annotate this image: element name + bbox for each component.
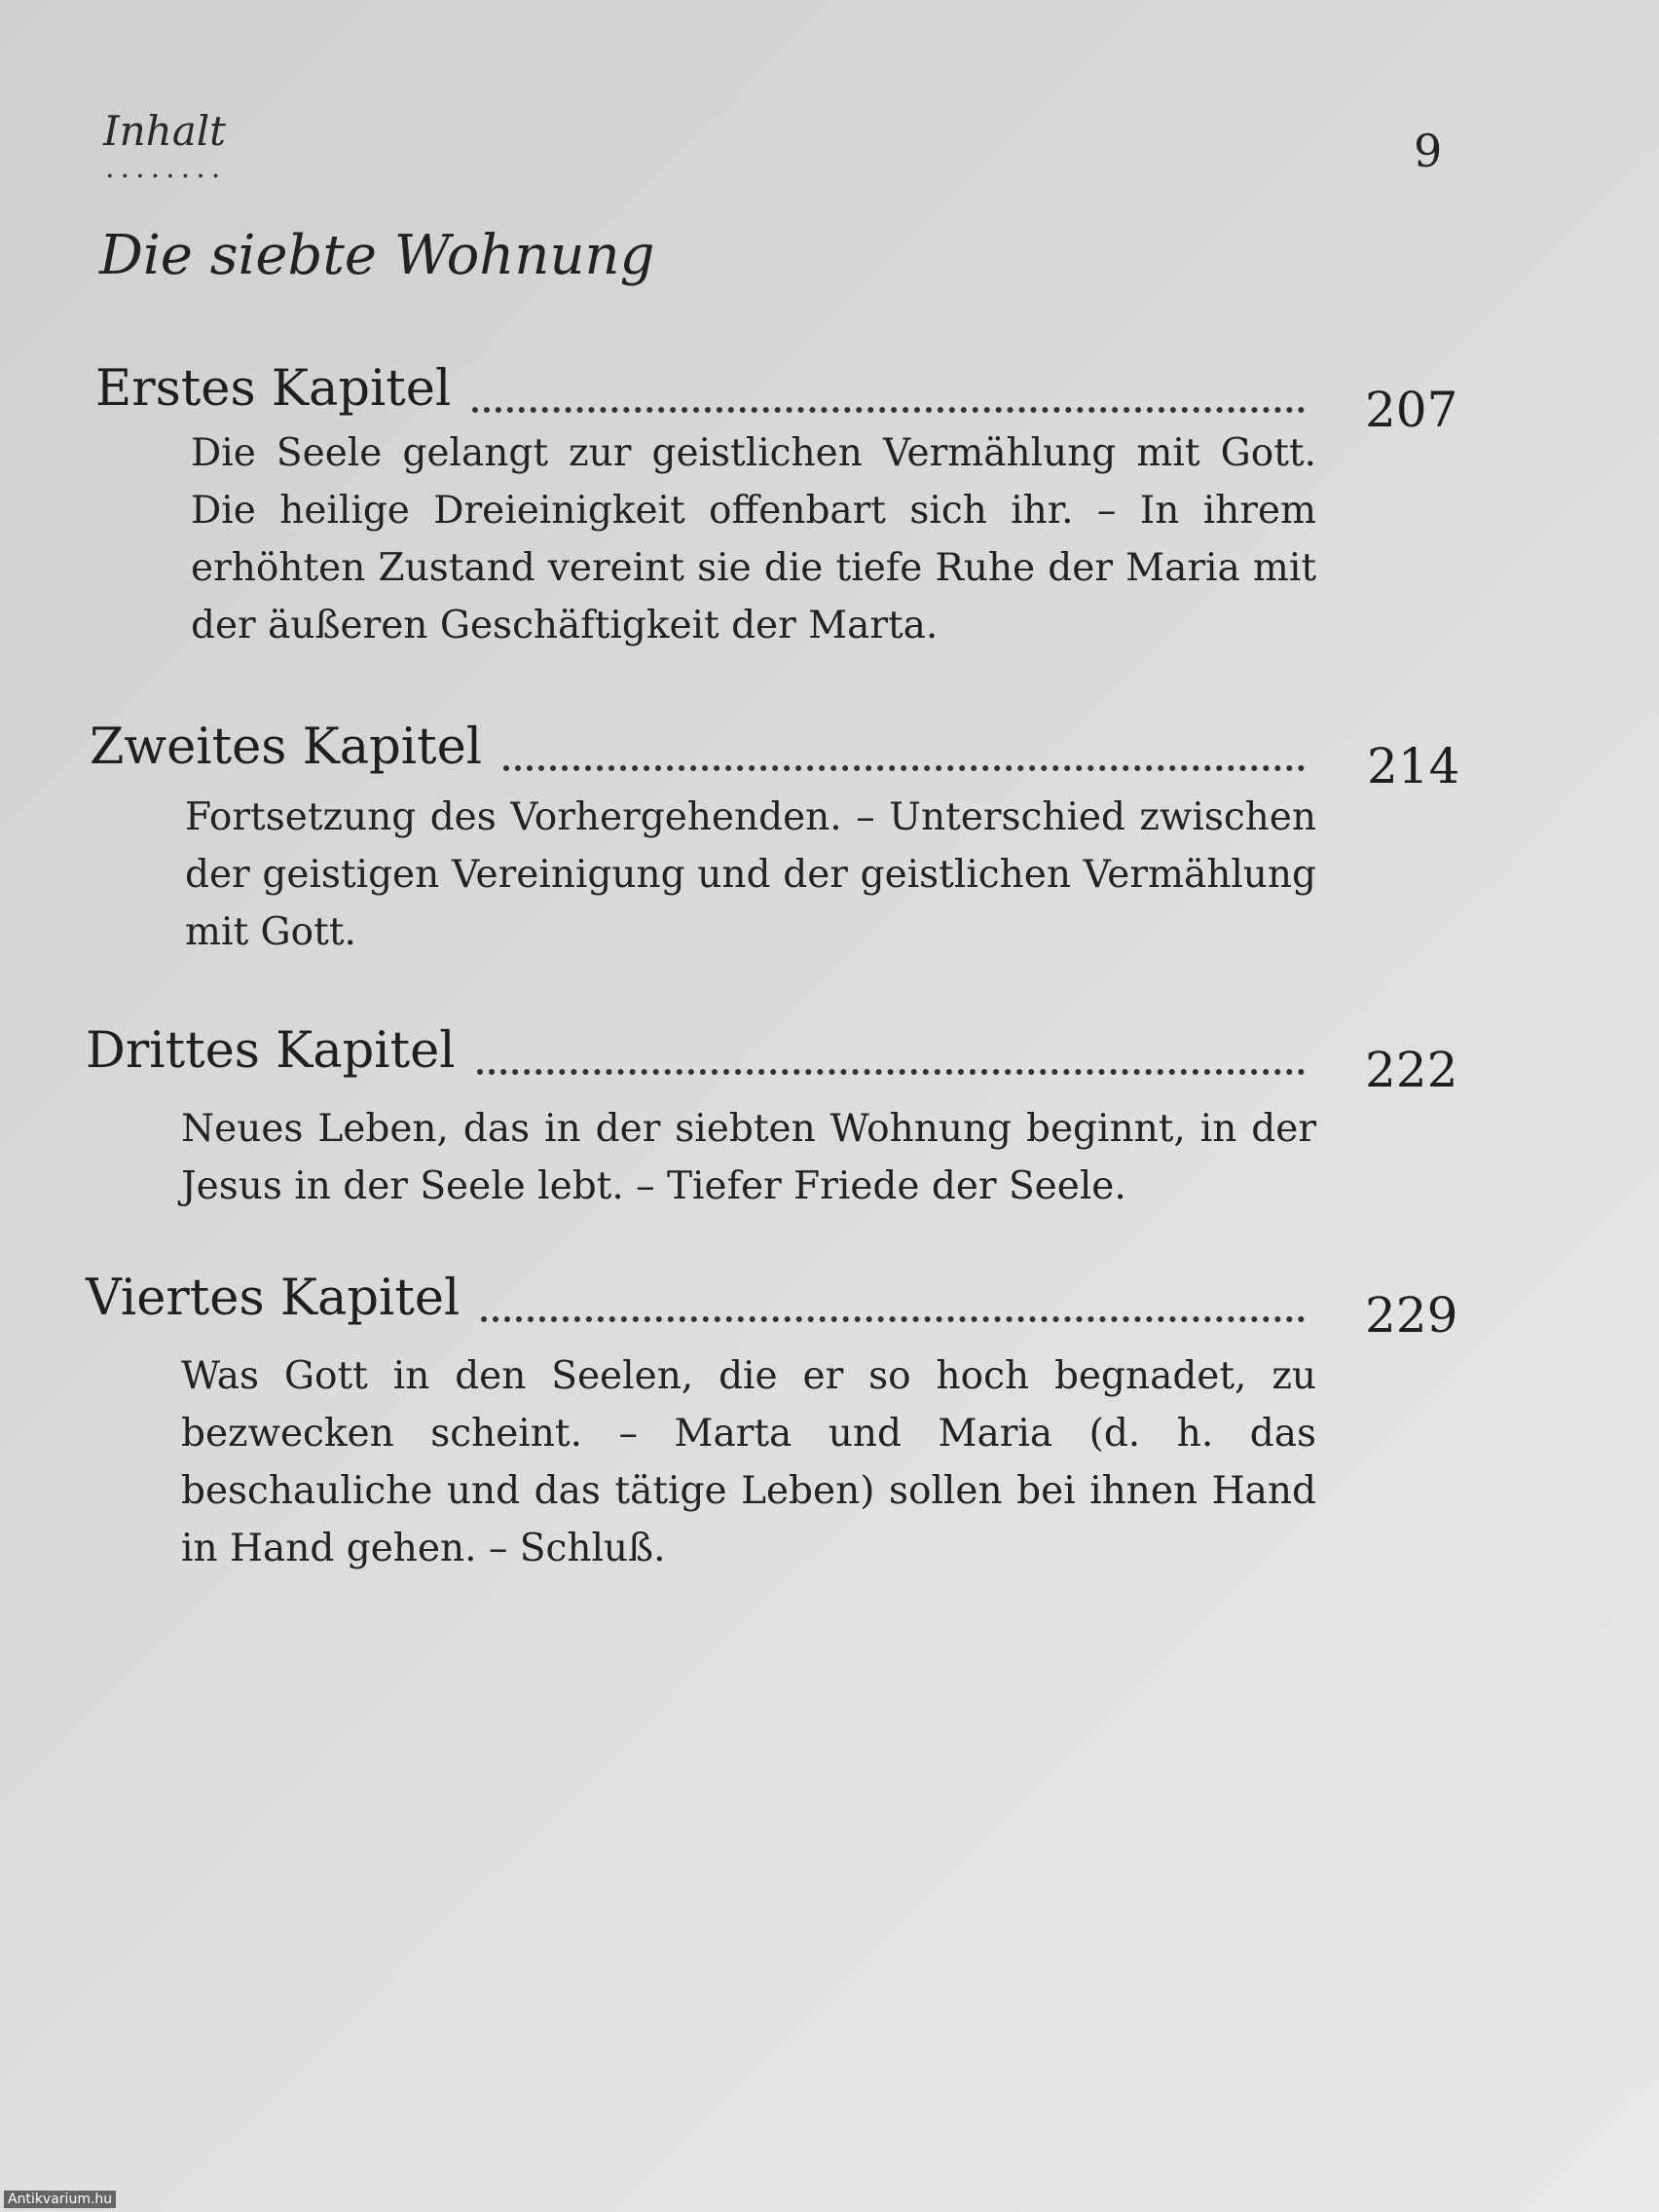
chapter-page-number: 229	[1365, 1287, 1458, 1344]
chapter-title: Drittes Kapitel	[86, 1022, 456, 1080]
toc-entry-heading	[86, 1022, 1324, 1090]
running-head-dots: ........	[105, 151, 227, 185]
toc-entry-heading	[90, 719, 1324, 787]
dot-leader	[472, 407, 1305, 413]
toc-entry-heading	[86, 1270, 1324, 1338]
toc-entry-heading	[95, 360, 1324, 428]
dot-leader	[477, 1069, 1305, 1075]
chapter-page-number: 222	[1365, 1042, 1458, 1098]
chapter-description: Fortsetzung des Vorhergehenden. – Unterschied zwischen der geistigen Vereinigung und der geistlichen Vermählung mit Gott.	[185, 795, 1316, 954]
chapter-description: Was Gott in den Seelen, die er so hoch begnadet, zu bezwecken scheint. – Marta und Maria (d. h. das beschauliche und das tätige Leben) sollen bei ihnen Hand in Hand gehen. – Schluß.	[181, 1354, 1316, 1570]
dot-leader	[481, 1316, 1305, 1322]
chapter-page-number: 207	[1365, 382, 1458, 438]
chapter-title: Erstes Kapitel	[95, 360, 452, 418]
chapter-title: Zweites Kapitel	[90, 719, 483, 776]
watermark: Antikvarium.hu	[4, 2191, 116, 2208]
chapter-title: Viertes Kapitel	[86, 1270, 461, 1327]
chapter-description: Neues Leben, das in der siebten Wohnung beginnt, in der Jesus in der Seele lebt. – Tiefer Friede der Seele.	[181, 1107, 1316, 1208]
chapter-description: Die Seele gelangt zur geistlichen Vermählung mit Gott. Die heilige Dreieinigkeit offenbart sich ihr. – In ihrem erhöhten Zustand vereint sie die tiefe Ruhe der Maria mit der äußeren Geschäftigkeit der Marta.	[191, 431, 1316, 647]
dot-leader	[503, 765, 1305, 771]
section-title: Die siebte Wohnung	[99, 224, 655, 287]
page-number: 9	[1414, 125, 1443, 177]
chapter-page-number: 214	[1367, 738, 1460, 794]
running-head-label: Inhalt	[103, 107, 227, 155]
